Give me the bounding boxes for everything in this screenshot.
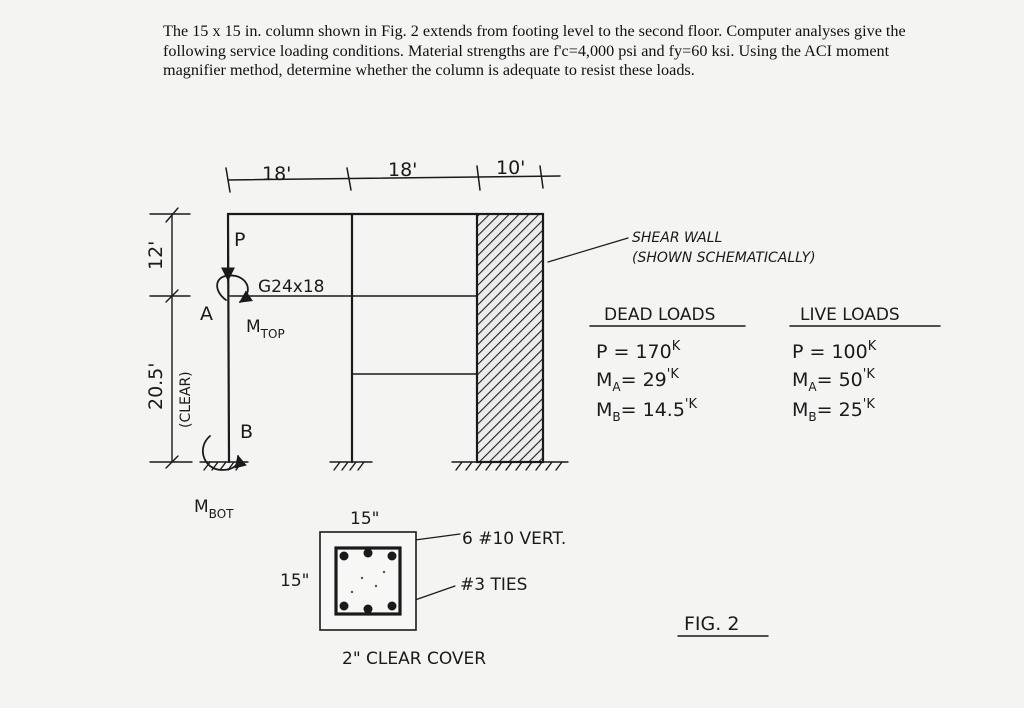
joint-a-label: A [200,303,213,325]
span-1-label: 18' [262,163,292,185]
moment-bottom-label: $M_{BOT}$ [194,497,234,521]
beam-label: G24x18 [258,277,325,297]
section-width-label: 15" [350,509,380,529]
ties-leader [415,586,455,600]
live-load-p: $P = 100^K$ [792,339,877,363]
dead-load-mb: $M_B= 14.5^{'K}$ [596,397,698,424]
clear-height-note: (CLEAR) [178,371,194,428]
span-3-label: 10' [496,157,526,179]
bars-leader [415,534,460,540]
dead-load-p: $P = 170^K$ [596,339,681,363]
section-height-label: 15" [280,571,310,591]
dead-load-ma: $M_A= 29^{'K}$ [596,367,679,394]
live-load-ma: $M_A= 50^{'K}$ [792,367,875,394]
problem-statement: The 15 x 15 in. column shown in Fig. 2 extends from footing level to the second floor. Computer analyses give the following service loading conditions. Material strengths are f'c=4,000 psi and fy=60 ksi. Using the ACI moment magnifier method, determine whether the column is adequate to resist these loads. [163,22,906,79]
live-load-mb: $M_B= 25^{'K}$ [792,397,875,424]
live-loads-title: LIVE LOADS [800,305,900,325]
story-height-lower-label: 20.5' [145,362,167,410]
shear-wall-note: (SHOWN SCHEMATICALLY) [632,250,816,266]
moment-top-label: $M_{TOP}$ [246,317,285,341]
load-p-label: P [234,229,246,251]
figure-caption: FIG. 2 [684,613,740,635]
bars-label: 6 #10 VERT. [462,529,567,549]
moment-top-arrow [217,275,248,302]
shear-wall-label: SHEAR WALL [632,230,723,246]
column-cross-section [320,532,416,630]
ties-label: #3 TIES [460,575,528,595]
joint-b-label: B [240,421,254,443]
span-2-label: 18' [388,159,418,181]
ground-supports [200,462,568,470]
shear-wall-leader [548,238,628,262]
story-height-upper-label: 12' [145,240,167,270]
cover-label: 2" CLEAR COVER [342,649,487,669]
dead-loads-title: DEAD LOADS [604,305,716,325]
shear-wall [477,214,543,462]
moment-bottom-arrow [203,436,239,470]
